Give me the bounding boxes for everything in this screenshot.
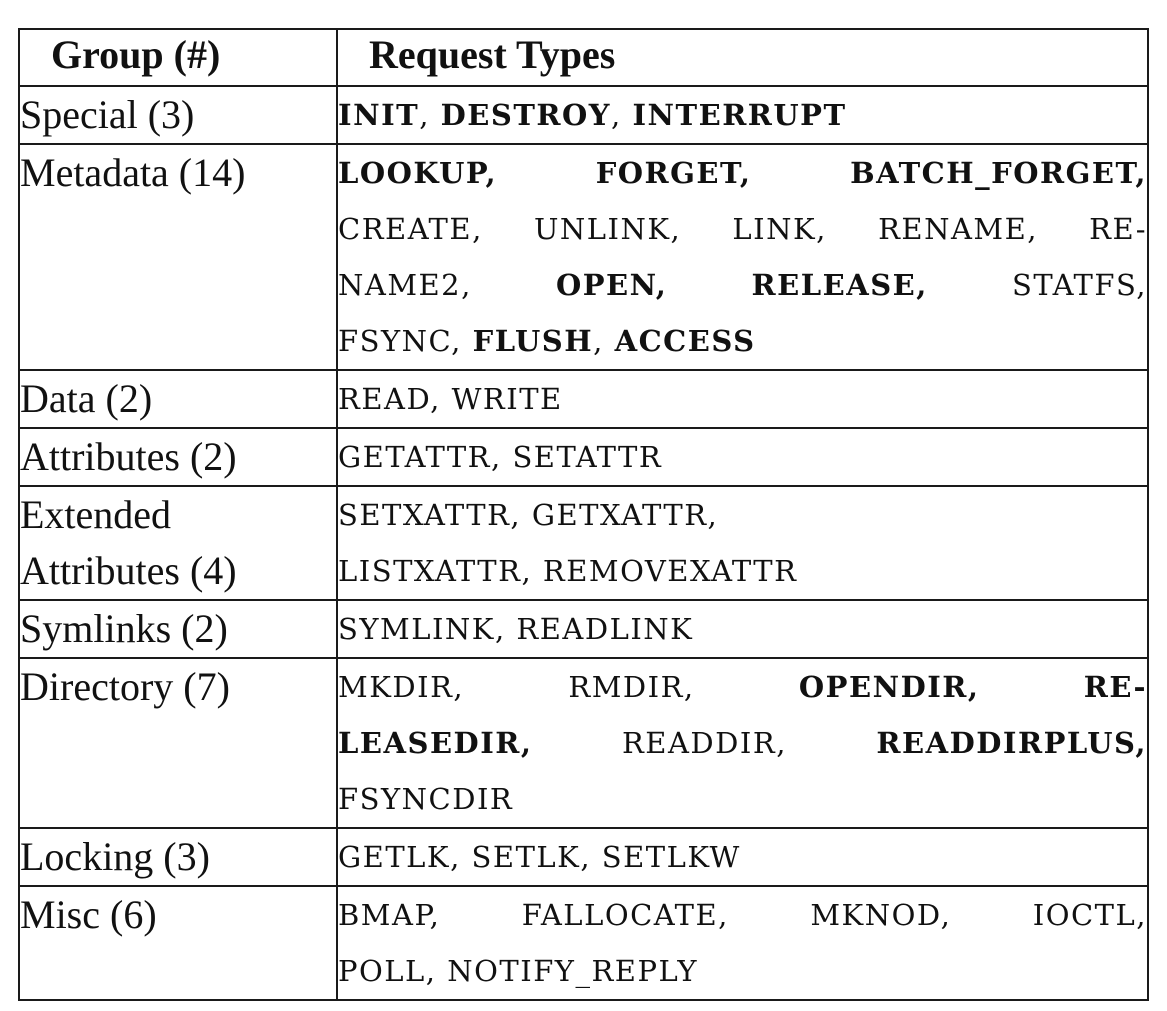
group-cell: [19, 144, 337, 370]
request-types-line: [338, 943, 1147, 999]
request-type: LISTXATTR, REMOVEXATTR: [338, 554, 798, 588]
request-type: READDIR,: [621, 726, 787, 760]
group-label: Attributes (2): [20, 434, 237, 479]
table-row: [19, 428, 1148, 486]
request-type: FORGET,: [595, 156, 752, 190]
request-type: INTERRUPT: [632, 98, 847, 132]
group-label: Metadata (14): [20, 150, 246, 195]
table-body: [19, 86, 1148, 1000]
request-type: RENAME,: [878, 212, 1038, 246]
request-type: ,: [451, 324, 473, 358]
request-types-line: [338, 659, 1147, 715]
group-cell: [19, 658, 337, 828]
request-type: OPEN,: [555, 268, 668, 302]
request-types-cell: [337, 428, 1148, 486]
request-types-line: [338, 371, 1147, 427]
request-type: LEASEDIR,: [338, 726, 533, 760]
table-header-row: [19, 29, 1148, 86]
request-type: GETLK, SETLK, SETLKW: [338, 840, 741, 874]
request-types-cell: [337, 658, 1148, 828]
group-cell: [19, 886, 337, 1000]
request-type: BATCH_FORGET,: [850, 156, 1147, 190]
request-type: RE-: [1083, 670, 1147, 704]
request-type: LINK,: [732, 212, 827, 246]
group-label: Special (3): [20, 92, 195, 137]
request-type: SETXATTR, GETXATTR,: [338, 498, 719, 532]
group-cell: [19, 428, 337, 486]
request-type: BMAP,: [338, 898, 441, 932]
request-types-line: [338, 87, 1147, 143]
request-type: SYMLINK, READLINK: [338, 612, 694, 646]
request-types-line: [338, 543, 1147, 599]
request-type: GETATTR, SETATTR: [338, 440, 663, 474]
group-cell: [19, 86, 337, 144]
request-type: UNLINK,: [533, 212, 682, 246]
group-label: Directory (7): [20, 664, 230, 709]
request-types-cell: [337, 828, 1148, 886]
header-group: Group (#): [19, 29, 337, 86]
request-type: INIT: [338, 98, 420, 132]
request-types-line: [338, 201, 1147, 257]
request-types-table: [18, 28, 1149, 1001]
request-type: ,: [419, 98, 441, 132]
group-cell: [19, 370, 337, 428]
request-type: RELEASE,: [751, 268, 928, 302]
request-type: POLL, NOTIFY_REPLY: [338, 954, 699, 988]
group-label: Misc (6): [20, 892, 157, 937]
table-row: [19, 658, 1148, 828]
request-type: FSYNCDIR: [338, 782, 514, 816]
request-type: OPENDIR,: [798, 670, 980, 704]
group-label: Attributes (4): [20, 548, 237, 593]
request-types-cell: [337, 486, 1148, 600]
request-type: IOCTL,: [1032, 898, 1147, 932]
request-type: FSYNC: [338, 324, 452, 358]
request-type: DESTROY: [440, 98, 611, 132]
request-type: FALLOCATE,: [521, 898, 729, 932]
request-type: MKNOD,: [810, 898, 952, 932]
request-types-line: [338, 887, 1147, 943]
request-type: READ, WRITE: [338, 382, 563, 416]
request-type: STATFS,: [1012, 268, 1147, 302]
table-row: [19, 828, 1148, 886]
request-type: NAME2,: [338, 268, 472, 302]
request-types-line: [338, 715, 1147, 771]
table-row: [19, 486, 1148, 600]
group-label: Symlinks (2): [20, 606, 228, 651]
group-cell: [19, 486, 337, 600]
request-types-cell: [337, 86, 1148, 144]
table-row: [19, 370, 1148, 428]
request-types-line: [338, 145, 1147, 201]
request-types-line: [338, 771, 1147, 827]
request-type: RE-: [1089, 212, 1147, 246]
table-row: [19, 600, 1148, 658]
request-types-line: [338, 313, 1147, 369]
request-types-line: [338, 487, 1147, 543]
request-type: ,: [593, 324, 615, 358]
group-cell: [19, 600, 337, 658]
request-types-line: [338, 601, 1147, 657]
request-type: READDIRPLUS,: [876, 726, 1147, 760]
group-cell: [19, 828, 337, 886]
request-type: ,: [611, 98, 633, 132]
table-row: [19, 86, 1148, 144]
table-row: [19, 144, 1148, 370]
request-type: ACCESS: [614, 324, 756, 358]
request-types-line: [338, 257, 1147, 313]
request-types-cell: [337, 370, 1148, 428]
table-row: [19, 886, 1148, 1000]
request-types-cell: [337, 600, 1148, 658]
group-label: Data (2): [20, 376, 153, 421]
request-type: FLUSH: [472, 324, 594, 358]
request-types-line: [338, 429, 1147, 485]
header-request-types: Request Types: [337, 29, 1148, 86]
request-type: RMDIR,: [568, 670, 695, 704]
request-types-line: [338, 829, 1147, 885]
request-type: LOOKUP,: [338, 156, 498, 190]
group-label: Locking (3): [20, 834, 210, 879]
request-type: CREATE,: [338, 212, 483, 246]
request-type: MKDIR,: [338, 670, 465, 704]
group-label: Extended: [20, 492, 172, 537]
request-types-cell: [337, 886, 1148, 1000]
request-types-cell: [337, 144, 1148, 370]
